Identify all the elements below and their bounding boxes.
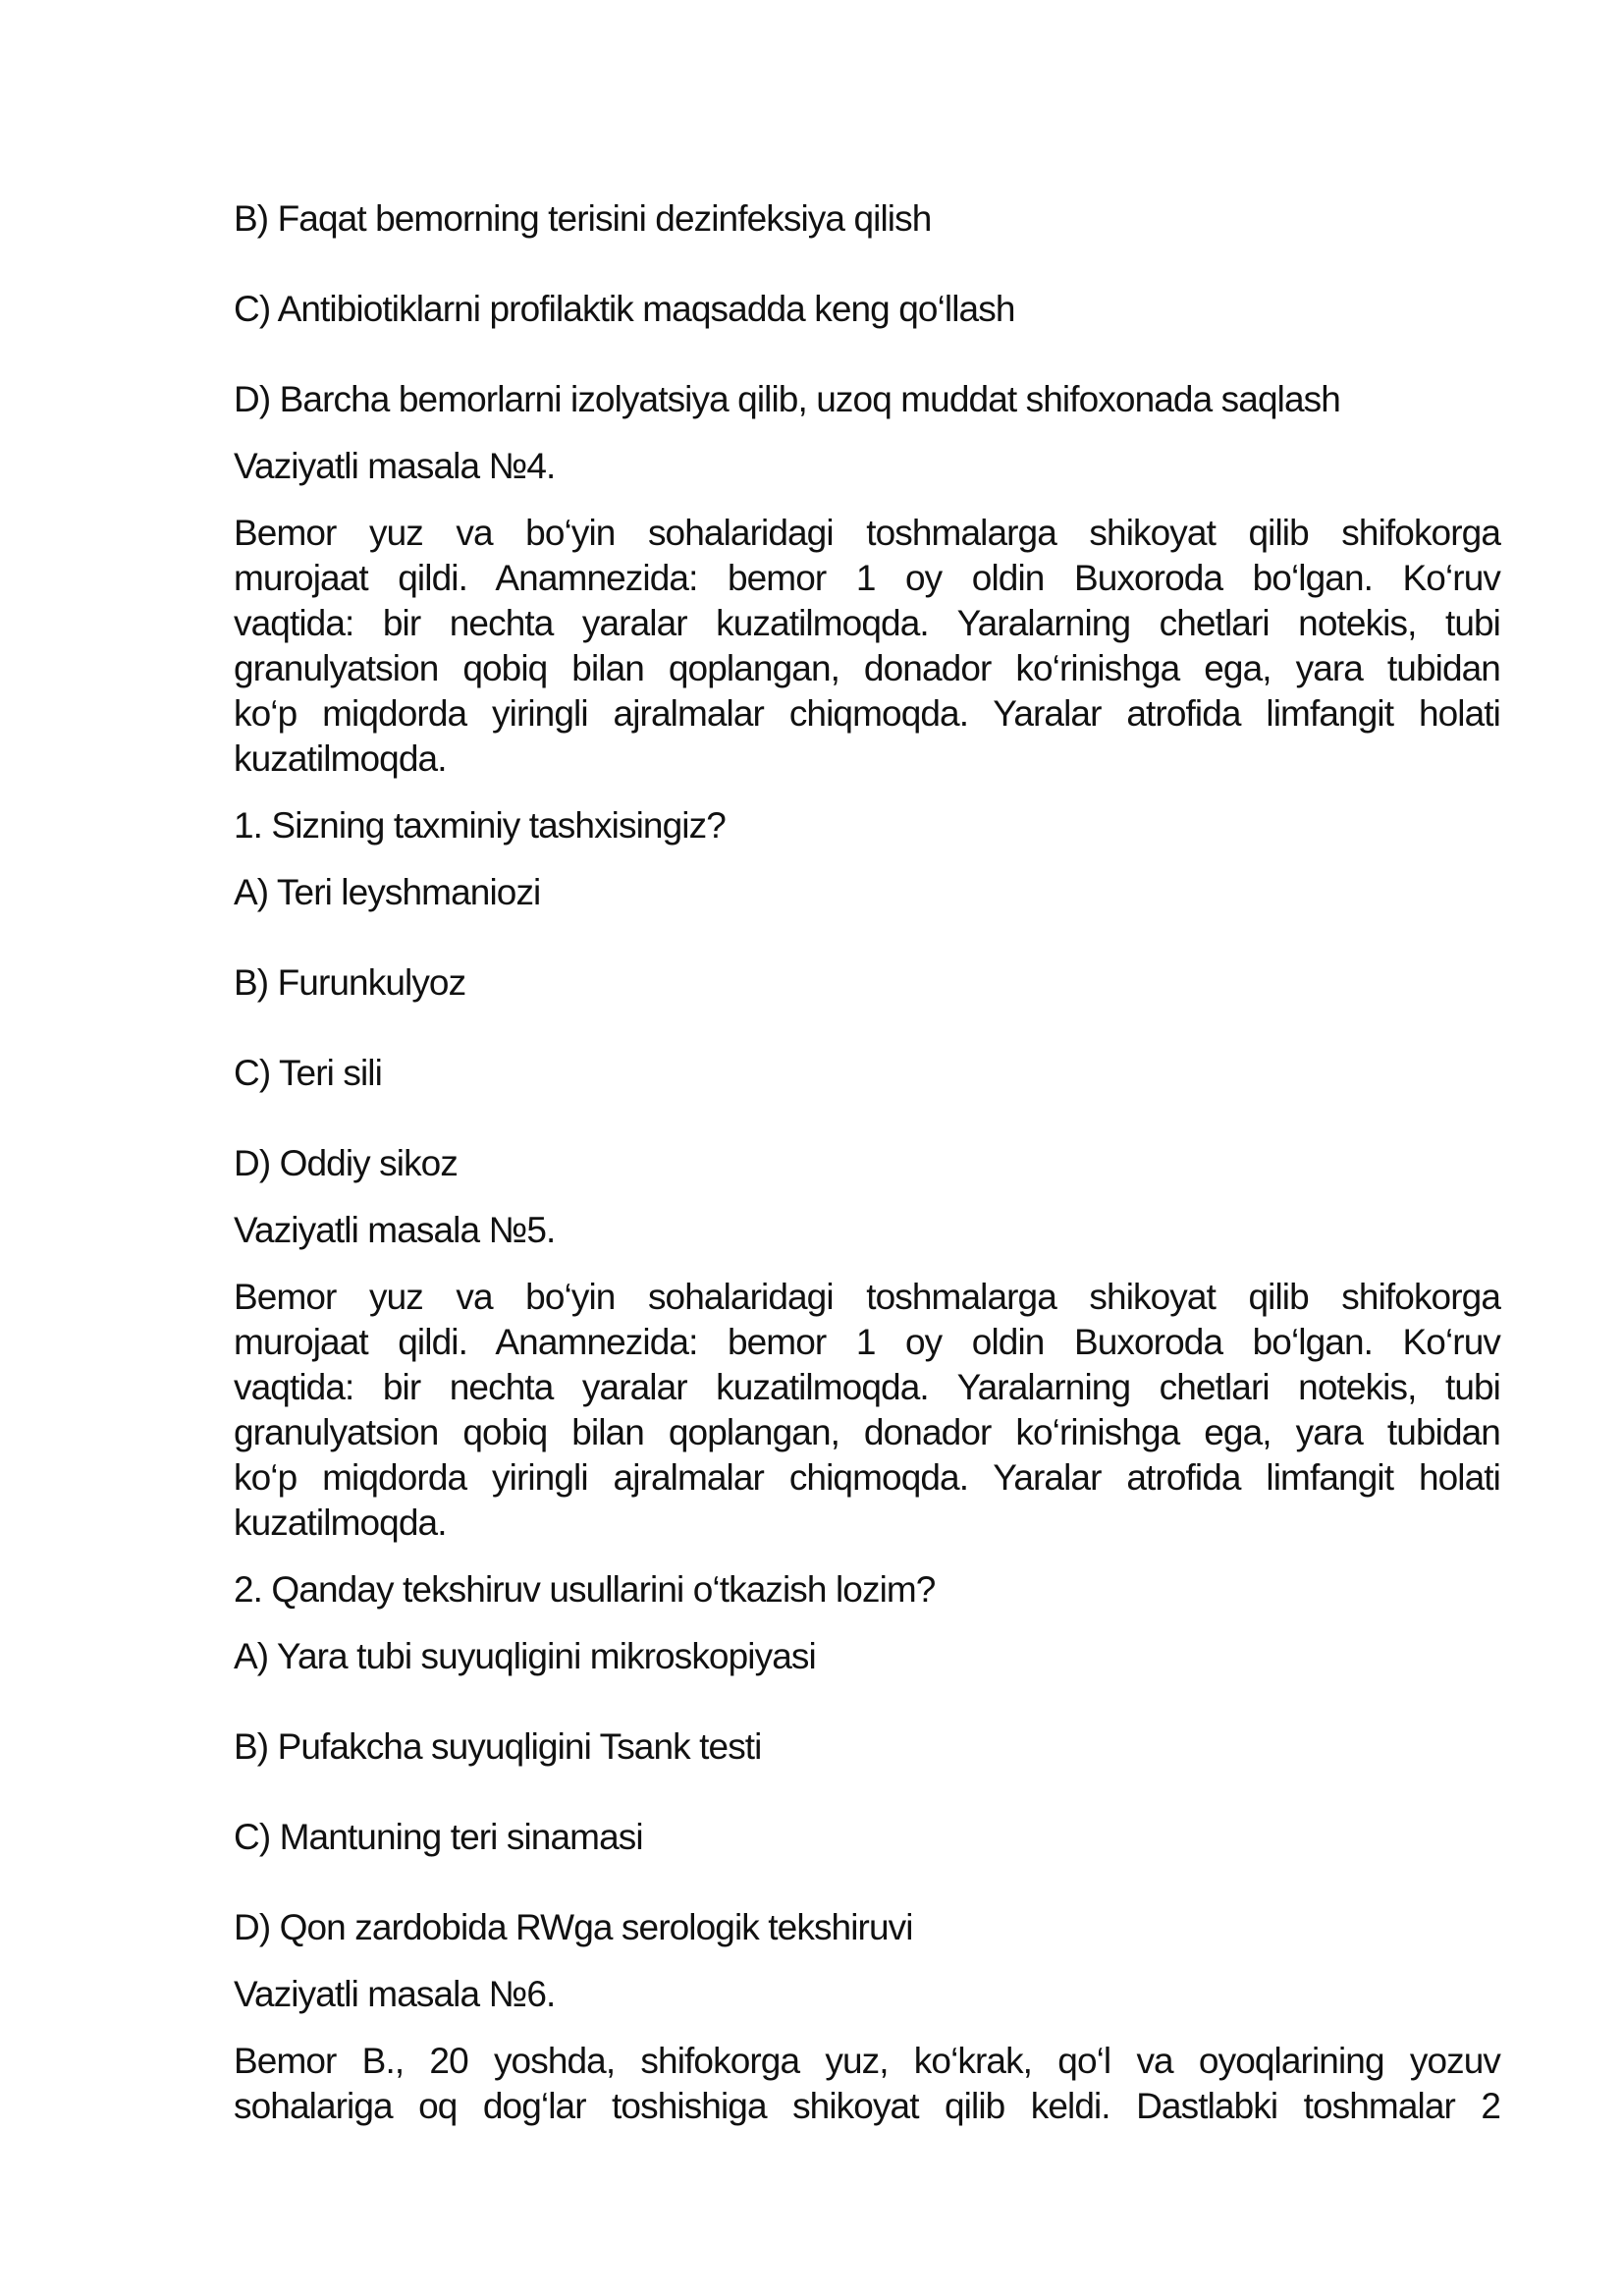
case-6	[234, 1972, 1500, 2129]
paragraph-line: sohalariga oq dog‘lar toshishiga shikoyat qilib keldi. Dastlabki toshmalar 2	[234, 2086, 1500, 2126]
options-block-top	[234, 196, 1500, 422]
paragraph-line: murojaat qildi. Anamnezida: bemor 1 oy oldin Buxoroda bo‘lgan. Ko‘ruv	[234, 558, 1500, 598]
case-5	[234, 1208, 1500, 1950]
paragraph-line: kuzatilmoqda.	[234, 738, 447, 779]
case-paragraph	[234, 511, 1500, 782]
document-page	[234, 196, 1500, 2151]
case-heading: Vaziyatli masala №6.	[234, 1974, 556, 2014]
case-heading: Vaziyatli masala №5.	[234, 1210, 556, 1250]
paragraph-line: vaqtida: bir nechta yaralar kuzatilmoqda. Yaralarning chetlari notekis, tubi	[234, 603, 1500, 643]
case-4	[234, 444, 1500, 1186]
case-paragraph	[234, 2039, 1500, 2129]
question: 2. Qanday tekshiruv usullarini o‘tkazish lozim?	[234, 1569, 936, 1610]
option-a: A) Teri leyshmaniozi	[234, 872, 541, 912]
paragraph-line: granulyatsion qobiq bilan qoplangan, donador ko‘rinishga ega, yara tubidan	[234, 648, 1500, 688]
option-c: C) Teri sili	[234, 1053, 382, 1093]
paragraph-line: murojaat qildi. Anamnezida: bemor 1 oy oldin Buxoroda bo‘lgan. Ko‘ruv	[234, 1322, 1500, 1362]
paragraph-line: vaqtida: bir nechta yaralar kuzatilmoqda. Yaralarning chetlari notekis, tubi	[234, 1367, 1500, 1407]
paragraph-line: Bemor yuz va bo‘yin sohalaridagi toshmalarga shikoyat qilib shifokorga	[234, 1277, 1500, 1317]
option-b: B) Furunkulyoz	[234, 962, 466, 1003]
question: 1. Sizning taxminiy tashxisingiz?	[234, 805, 726, 846]
paragraph-line: Bemor B., 20 yoshda, shifokorga yuz, ko‘krak, qo‘l va oyoqlarining yozuv	[234, 2041, 1500, 2081]
option-b: B) Faqat bemorning terisini dezinfeksiya qilish	[234, 198, 932, 239]
paragraph-line: ko‘p miqdorda yiringli ajralmalar chiqmoqda. Yaralar atrofida limfangit holati	[234, 1457, 1500, 1498]
case-heading: Vaziyatli masala №4.	[234, 446, 556, 486]
option-d: D) Oddiy sikoz	[234, 1143, 458, 1183]
paragraph-line: kuzatilmoqda.	[234, 1503, 447, 1543]
paragraph-line: granulyatsion qobiq bilan qoplangan, donador ko‘rinishga ega, yara tubidan	[234, 1412, 1500, 1452]
paragraph-line: ko‘p miqdorda yiringli ajralmalar chiqmoqda. Yaralar atrofida limfangit holati	[234, 693, 1500, 734]
option-a: A) Yara tubi suyuqligini mikroskopiyasi	[234, 1636, 816, 1676]
case-paragraph	[234, 1275, 1500, 1546]
option-d: D) Barcha bemorlarni izolyatsiya qilib, uzoq muddat shifoxonada saqlash	[234, 379, 1340, 419]
paragraph-line: Bemor yuz va bo‘yin sohalaridagi toshmalarga shikoyat qilib shifokorga	[234, 513, 1500, 553]
option-b: B) Pufakcha suyuqligini Tsank testi	[234, 1726, 762, 1767]
option-c: C) Mantuning teri sinamasi	[234, 1817, 643, 1857]
option-d: D) Qon zardobida RWga serologik tekshiruvi	[234, 1907, 913, 1947]
option-c: C) Antibiotiklarni profilaktik maqsadda keng qo‘llash	[234, 289, 1015, 329]
